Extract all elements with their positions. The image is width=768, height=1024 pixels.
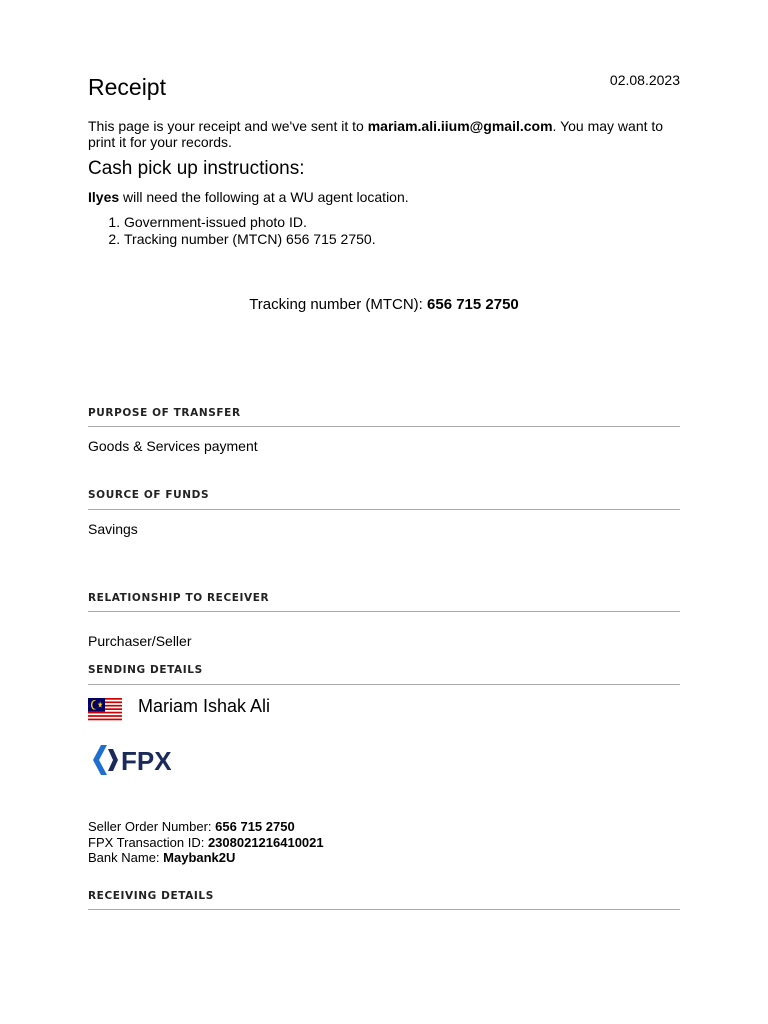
purpose-value: Goods & Services payment (88, 438, 258, 454)
instructions-intro (88, 189, 409, 205)
relationship-label: RELATIONSHIP TO RECEIVER (88, 592, 270, 604)
seller-order-row (88, 819, 324, 835)
seller-order-label: Seller Order Number: (88, 819, 216, 834)
divider (88, 909, 680, 910)
payment-details (88, 819, 324, 866)
fpx-transaction-value: 2308021216410021 (207, 834, 324, 850)
fpx-logo-text: FPX (121, 746, 172, 776)
divider (88, 509, 680, 510)
sending-details-label: SENDING DETAILS (88, 664, 203, 676)
fpx-transaction-label: FPX Transaction ID: (88, 834, 208, 850)
tracking-value: 656 715 2750 (427, 296, 519, 313)
bank-name-row (88, 850, 324, 866)
intro-text-start: This page is your receipt and we've sent it to (88, 118, 368, 134)
instruction-step: 1. Government-issued photo ID. (124, 214, 376, 231)
bank-name-value: Maybank2U (163, 850, 236, 865)
divider (88, 611, 680, 612)
fpx-logo (91, 743, 181, 777)
instruction-step: 2. Tracking number (MTCN) 656 715 2750. (124, 231, 376, 248)
divider (88, 426, 680, 427)
receipt-page (88, 0, 680, 1024)
purpose-label: PURPOSE OF TRANSFER (88, 407, 241, 419)
malaysia-flag-icon (88, 698, 122, 722)
intro-text-end: . You may want to print it for your records. (88, 118, 664, 150)
receipt-date: 02.08.2023 (609, 72, 680, 88)
bank-name-label: Bank Name: (88, 850, 164, 865)
receipt-intro (88, 118, 680, 150)
instructions-heading: Cash pick up instructions: (88, 158, 305, 179)
source-label: SOURCE OF FUNDS (88, 489, 210, 501)
page-title: Receipt (88, 74, 166, 100)
instructions-need-text: will need the following at a WU agent location. (119, 189, 409, 205)
tracking-label: Tracking number (MTCN): (249, 296, 428, 313)
seller-order-value: 656 715 2750 (215, 819, 295, 834)
receiving-details-label: RECEIVING DETAILS (88, 890, 214, 902)
divider (88, 684, 680, 685)
fpx-transaction-row (88, 835, 324, 851)
relationship-value: Purchaser/Seller (88, 633, 192, 649)
tracking-number (88, 296, 680, 313)
source-value: Savings (88, 521, 138, 537)
recipient-email: mariam.ali.iium@gmail.com (367, 118, 553, 134)
instructions-list (88, 214, 376, 248)
sender-name: Mariam Ishak Ali (138, 696, 271, 716)
receiver-name: Ilyes (88, 189, 120, 205)
